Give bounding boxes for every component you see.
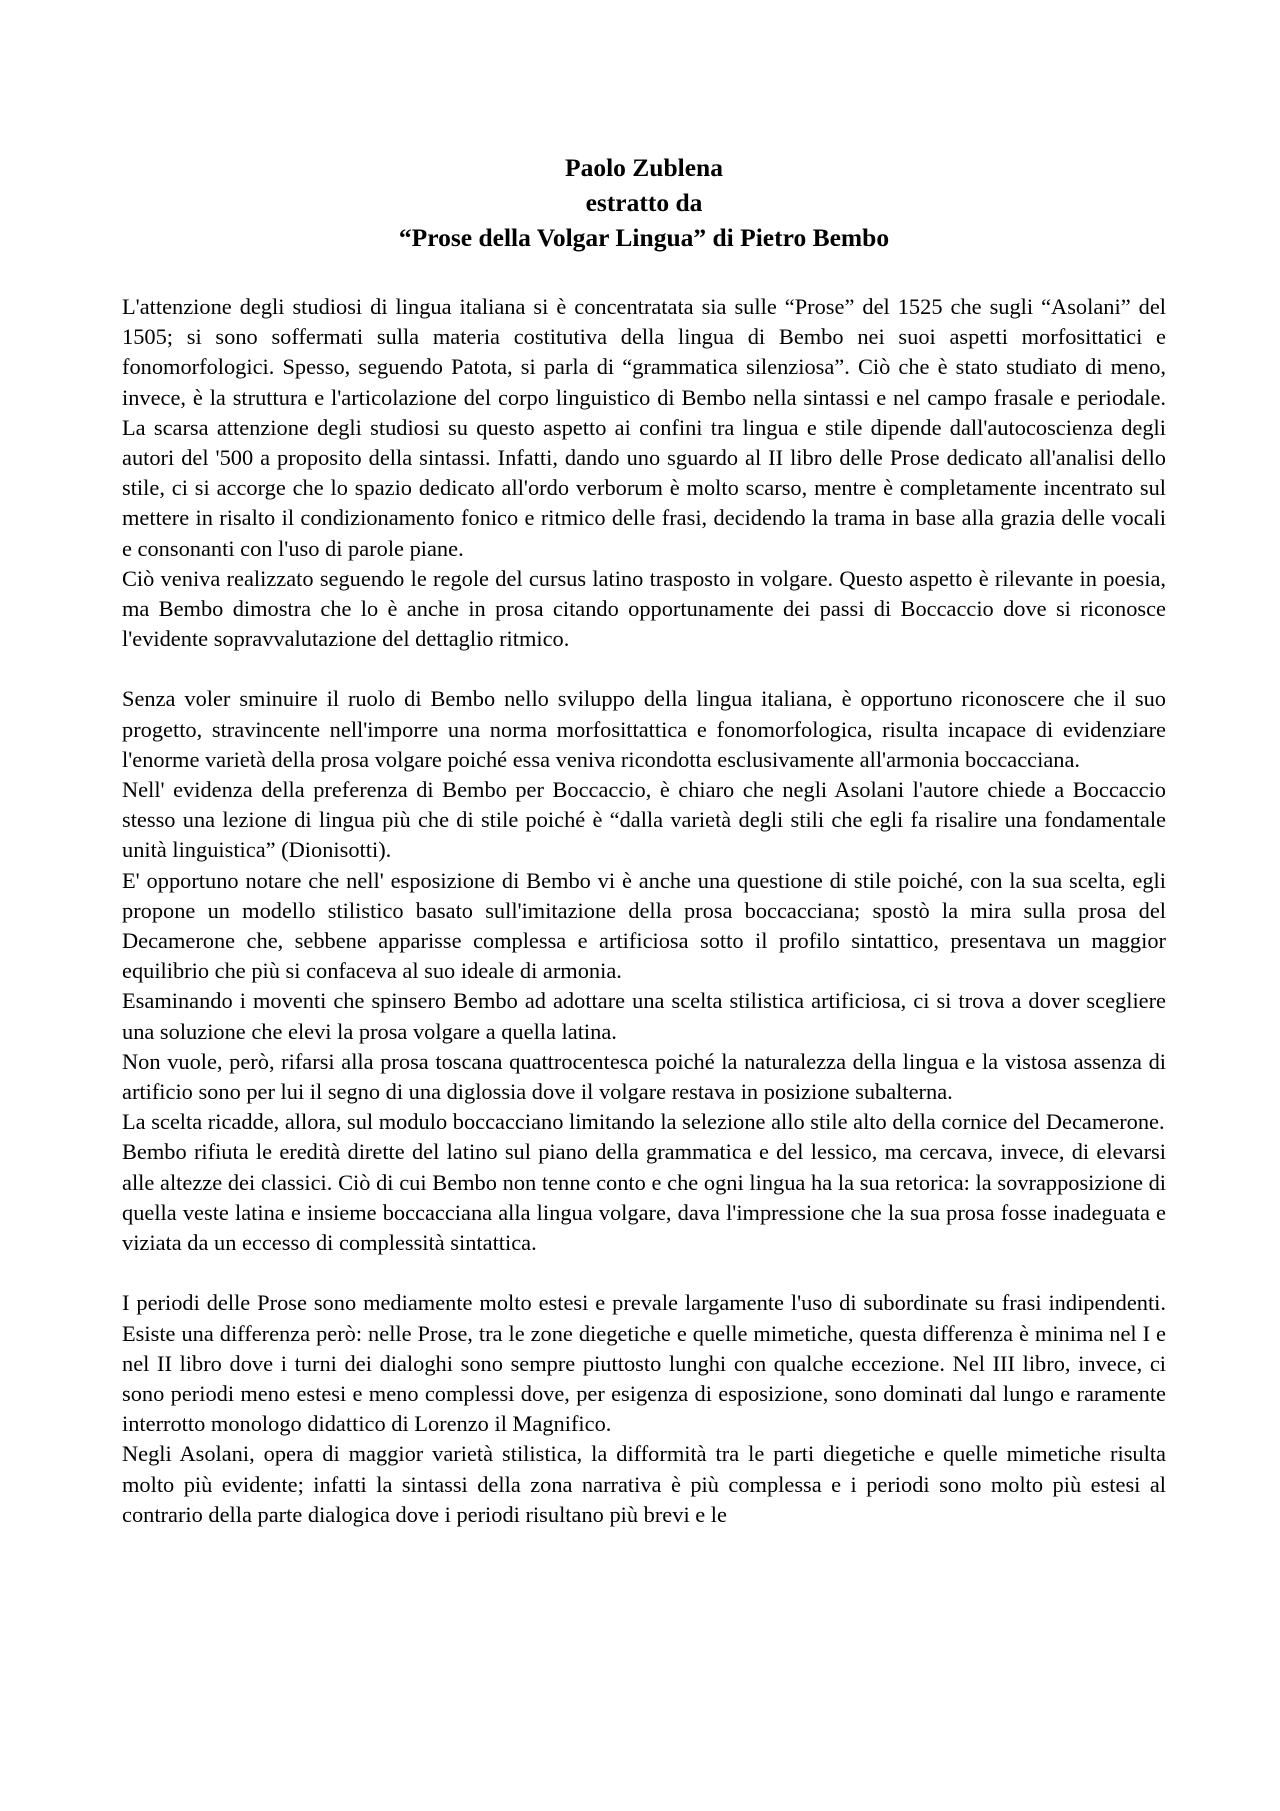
- document-body: [122, 292, 1166, 1530]
- paragraph: La scelta ricadde, allora, sul modulo boccacciano limitando la selezione allo stile alto della cornice del Decamerone.: [122, 1109, 1165, 1135]
- paragraph: Non vuole, però, rifarsi alla prosa toscana quattrocentesca poiché la naturalezza della lingua e la vistosa assenza di artificio sono per lui il segno di una diglossia dove il volgare restava in posizione subalterna.: [122, 1048, 1166, 1105]
- paragraph: Bembo rifiuta le eredità dirette del latino sul piano della grammatica e del lessico, ma cercava, invece, di elevarsi alle altezze dei classici. Ciò di cui Bembo non tenne conto e che ogni lingua ha la sua retorica: la sovrapposizione di quella veste latina e insieme boccacciana alla lingua volgare, dava l'impressione che la sua prosa fosse inadeguata e viziata da un eccesso di complessità sintattica.: [122, 1139, 1166, 1256]
- paragraph: Senza voler sminuire il ruolo di Bembo nello sviluppo della lingua italiana, è opportuno riconoscere che il suo progetto, stravincente nell'imporre una norma morfosittattica e fonomorfologica, risulta incapace di evidenziare l'enorme varietà della prosa volgare poiché essa veniva ricondotta esclusivamente all'armonia boccacciana.: [122, 686, 1166, 772]
- section-spacer: [122, 1258, 1166, 1288]
- paragraph: Esaminando i moventi che spinsero Bembo ad adottare una scelta stilistica artificiosa, ci si trova a dover scegliere una soluzione che elevi la prosa volgare a quella latina.: [122, 988, 1166, 1044]
- section-2: [122, 684, 1166, 1258]
- document-page: [122, 150, 1166, 1530]
- section-1: [122, 292, 1166, 654]
- title-subtitle: estratto da: [585, 188, 703, 217]
- section-spacer: [122, 654, 1166, 684]
- paragraph: Negli Asolani, opera di maggior varietà stilistica, la difformità tra le parti diegetiche e quelle mimetiche risulta molto più evidente; infatti la sintassi della zona narrativa è più complessa e i periodi sono molto più estesi al contrario della parte dialogica dove i periodi risultano più brevi e le: [122, 1441, 1166, 1527]
- section-3: [122, 1288, 1166, 1530]
- document-title-block: [122, 150, 1166, 255]
- author-name: Paolo Zublena: [565, 153, 723, 182]
- paragraph: L'attenzione degli studiosi di lingua italiana si è concentratata sia sulle “Prose” del 1525 che sugli “Asolani” del 1505; si sono soffermati sulla materia costitutiva della lingua di Bembo nei suoi aspetti morfosittatici e fonomorfologici. Spesso, seguendo Patota, si parla di “grammatica silenziosa”. Ciò che è stato studiato di meno, invece, è la struttura e l'articolazione del corpo linguistico di Bembo nella sintassi e nel campo frasale e periodale. La scarsa attenzione degli studiosi su questo aspetto ai confini tra lingua e stile dipende dall'autocoscienza degli autori del '500 a proposito della sintassi. Infatti, dando uno sguardo al II libro delle Prose dedicato all'analisi dello stile, ci si accorge che lo spazio dedicato all'ordo verborum è molto scarso, mentre è completamente incentrato sul mettere in risalto il condizionamento fonico e ritmico delle frasi, decidendo la trama in base alla grazia delle vocali e consonanti con l'uso di parole piane.: [122, 294, 1166, 561]
- paragraph: I periodi delle Prose sono mediamente molto estesi e prevale largamente l'uso di subordinate su frasi indipendenti. Esiste una differenza però: nelle Prose, tra le zone diegetiche e quelle mimetiche, questa differenza è minima nel I e nel II libro dove i turni dei dialoghi sono sempre piuttosto lunghi con qualche eccezione. Nel III libro, invece, ci sono periodi meno estesi e meno complessi dove, per esigenza di esposizione, sono dominati dal lungo e raramente interrotto monologo didattico di Lorenzo il Magnifico.: [122, 1290, 1166, 1437]
- work-title: “Prose della Volgar Lingua” di Pietro Bembo: [398, 223, 890, 252]
- paragraph: Nell' evidenza della preferenza di Bembo per Boccaccio, è chiaro che negli Asolani l'autore chiede a Boccaccio stesso una lezione di lingua più che di stile poiché è “dalla varietà degli stili che egli fa risalire una fondamentale unità linguistica” (Dionisotti).: [122, 777, 1166, 863]
- paragraph: E' opportuno notare che nell' esposizione di Bembo vi è anche una questione di stile poiché, con la sua scelta, egli propone un modello stilistico basato sull'imitazione della prosa boccacciana; spostò la mira sulla prosa del Decamerone che, sebbene apparisse complessa e artificiosa sotto il profilo sintattico, presentava un maggior equilibrio che più si confaceva al suo ideale di armonia.: [122, 867, 1166, 984]
- paragraph: Ciò veniva realizzato seguendo le regole del cursus latino trasposto in volgare. Questo aspetto è rilevante in poesia, ma Bembo dimostra che lo è anche in prosa citando opportunamente dei passi di Boccaccio dove si riconosce l'evidente sopravvalutazione del dettaglio ritmico.: [122, 565, 1166, 652]
